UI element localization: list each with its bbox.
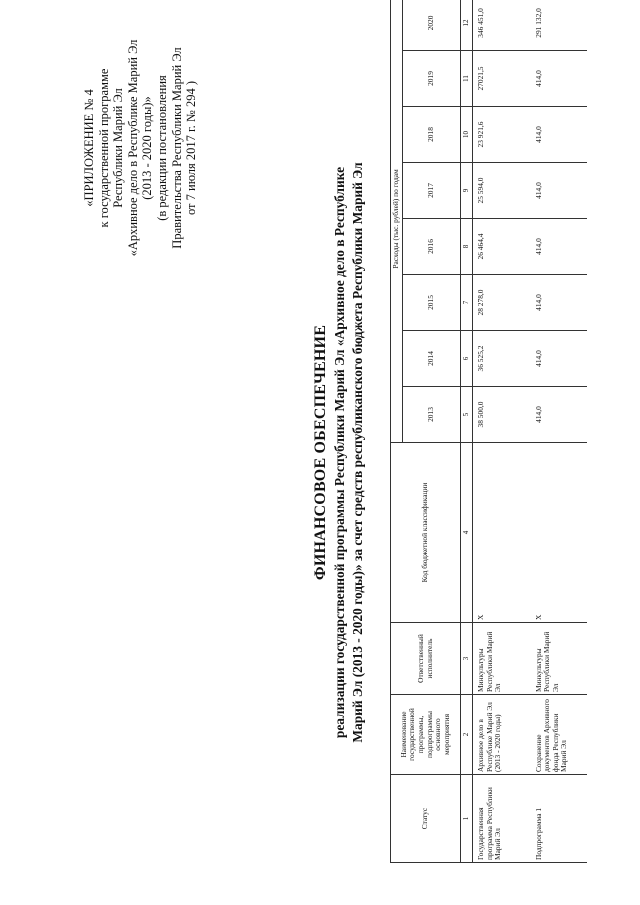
row-value: 414,0	[531, 275, 587, 331]
financing-table	[390, 0, 587, 863]
header-expenses-group: Расходы (тыс. рублей) по годам	[391, 0, 403, 443]
header-year: 2018	[403, 107, 461, 163]
row-status: Государственная программа Республики Марий Эл	[473, 775, 531, 863]
row-value: 25 594,0	[473, 163, 531, 219]
appendix-line: (в редакции постановления	[154, 75, 169, 221]
appendix-line: Республики Марий Эл	[111, 88, 126, 208]
column-number: 10	[461, 107, 473, 163]
header-year: 2014	[403, 331, 461, 387]
document-subtitle-line: реализации государственной программы Республики Марий Эл «Архивное дело в Республике	[332, 166, 347, 739]
row-value: 414,0	[531, 163, 587, 219]
row-value: 27021,5	[473, 51, 531, 107]
row-value: 23 921,6	[473, 107, 531, 163]
header-year: 2013	[403, 387, 461, 443]
column-number: 5	[461, 387, 473, 443]
header-year: 2019	[403, 51, 461, 107]
row-value: 414,0	[531, 331, 587, 387]
appendix-line: к государственной программе	[96, 68, 111, 228]
row-value: 414,0	[531, 219, 587, 275]
row-value: 291 132,0	[531, 0, 587, 51]
row-code: X	[531, 443, 587, 623]
column-number-row	[461, 0, 473, 863]
row-value: 36 525,2	[473, 331, 531, 387]
column-number: 8	[461, 219, 473, 275]
row-executor: Минкультуры Республики Марий Эл	[473, 623, 531, 695]
row-name: Сохранение документов Архивного фонда Республики Марий Эл	[531, 695, 587, 775]
column-number: 7	[461, 275, 473, 331]
header-year: 2015	[403, 275, 461, 331]
header-name: Наименование государственной программы, подпрограммы основного мероприятия	[391, 695, 461, 775]
column-number: 2	[461, 695, 473, 775]
row-value: 414,0	[531, 387, 587, 443]
header-code: Код бюджетной классификации	[391, 443, 461, 623]
appendix-line: «ПРИЛОЖЕНИЕ № 4	[82, 89, 96, 207]
column-number: 11	[461, 51, 473, 107]
column-number: 3	[461, 623, 473, 695]
header-year: 2017	[403, 163, 461, 219]
row-value: 414,0	[531, 107, 587, 163]
row-executor: Минкультуры Республики Марий Эл	[531, 623, 587, 695]
row-code: X	[473, 443, 531, 623]
row-value: 38 500,0	[473, 387, 531, 443]
row-value: 28 278,0	[473, 275, 531, 331]
appendix-line: Правительства Республики Марий Эл	[169, 47, 184, 249]
document-subtitle-line: Марий Эл (2013 - 2020 годы)» за счет средств республиканского бюджета Республики Марий Эл	[350, 162, 365, 743]
column-number: 9	[461, 163, 473, 219]
row-value: 26 464,4	[473, 219, 531, 275]
table-row	[473, 0, 531, 863]
column-number: 12	[461, 0, 473, 51]
row-status: Подпрограмма 1	[531, 775, 587, 863]
appendix-line: (2013 - 2020 годы)»	[140, 96, 155, 200]
column-number: 6	[461, 331, 473, 387]
header-year: 2016	[403, 219, 461, 275]
row-name: Архивное дело в Республике Марий Эл (2013 - 2020 годы)	[473, 695, 531, 775]
column-number: 4	[461, 443, 473, 623]
header-year: 2020	[403, 0, 461, 51]
document-title: ФИНАНСОВОЕ ОБЕСПЕЧЕНИЕ	[312, 324, 329, 581]
row-value: 346 451,0	[473, 0, 531, 51]
column-number: 1	[461, 775, 473, 863]
header-status: Статус	[391, 775, 461, 863]
appendix-line: от 7 июля 2017 г. № 294 )	[184, 80, 199, 216]
row-value: 414,0	[531, 51, 587, 107]
appendix-line: «Архивное дело в Республике Марий Эл	[125, 39, 140, 257]
table-row	[531, 0, 587, 863]
header-executor: Ответственный исполнитель	[391, 623, 461, 695]
appendix-block	[82, 33, 199, 263]
